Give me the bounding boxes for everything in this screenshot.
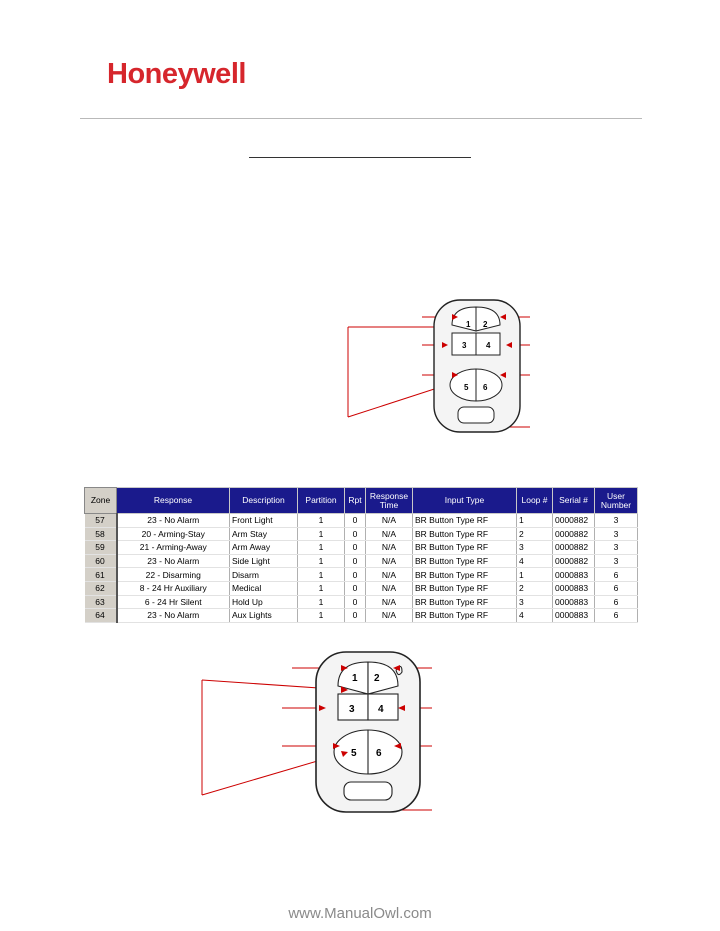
- cell-response-time: N/A: [366, 595, 413, 609]
- cell-serial: 0000882: [553, 541, 595, 555]
- cell-response: 6 - 24 Hr Silent: [117, 595, 230, 609]
- cell-partition: 1: [298, 581, 345, 595]
- cell-response: 23 - No Alarm: [117, 609, 230, 623]
- fob-bottom-label-3: 3: [349, 704, 355, 715]
- cell-partition: 1: [298, 527, 345, 541]
- cell-rpt: 0: [345, 568, 366, 582]
- cell-response-time: N/A: [366, 541, 413, 555]
- fob-bottom-label-2: 2: [374, 673, 380, 684]
- cell-rpt: 0: [345, 527, 366, 541]
- table-row: [85, 527, 638, 541]
- cell-user-number: 3: [595, 554, 638, 568]
- table-row: [85, 609, 638, 623]
- cell-loop: 1: [517, 568, 553, 582]
- cell-response-time: N/A: [366, 581, 413, 595]
- cell-loop: 1: [517, 514, 553, 528]
- cell-loop: 2: [517, 527, 553, 541]
- cell-zone: 59: [85, 541, 117, 555]
- fob-top-label-4: 4: [486, 341, 491, 350]
- fob-bottom-label-1: 1: [352, 673, 358, 684]
- cell-partition: 1: [298, 541, 345, 555]
- col-header-input-type: Input Type: [413, 488, 517, 514]
- fob-bottom-label-5: 5: [351, 748, 357, 759]
- table-row: [85, 541, 638, 555]
- cell-partition: 1: [298, 595, 345, 609]
- cell-rpt: 0: [345, 595, 366, 609]
- cell-response-time: N/A: [366, 568, 413, 582]
- cell-loop: 4: [517, 554, 553, 568]
- fob-top-label-5: 5: [464, 383, 469, 392]
- cell-input-type: BR Button Type RF: [413, 595, 517, 609]
- cell-user-number: 6: [595, 581, 638, 595]
- cell-input-type: BR Button Type RF: [413, 554, 517, 568]
- fob-top-label-2: 2: [483, 320, 488, 329]
- keyfob-diagram-bottom: [198, 650, 438, 820]
- cell-response: 23 - No Alarm: [117, 554, 230, 568]
- cell-serial: 0000883: [553, 609, 595, 623]
- header-rule: [80, 118, 642, 119]
- col-header-loop: Loop #: [517, 488, 553, 514]
- cell-serial: 0000882: [553, 527, 595, 541]
- cell-response-time: N/A: [366, 527, 413, 541]
- cell-response: 20 - Arming-Stay: [117, 527, 230, 541]
- cell-zone: 62: [85, 581, 117, 595]
- table-row: [85, 568, 638, 582]
- fob-top-label-3: 3: [462, 341, 467, 350]
- col-header-response: Response: [117, 488, 230, 514]
- col-header-partition: Partition: [298, 488, 345, 514]
- cell-input-type: BR Button Type RF: [413, 527, 517, 541]
- cell-rpt: 0: [345, 514, 366, 528]
- cell-input-type: BR Button Type RF: [413, 581, 517, 595]
- cell-response: 22 - Disarming: [117, 568, 230, 582]
- cell-zone: 58: [85, 527, 117, 541]
- cell-input-type: BR Button Type RF: [413, 609, 517, 623]
- cell-zone: 57: [85, 514, 117, 528]
- cell-rpt: 0: [345, 609, 366, 623]
- col-header-rpt: Rpt: [345, 488, 366, 514]
- table-header-row: [85, 488, 638, 514]
- zone-table: [84, 487, 638, 623]
- cell-input-type: BR Button Type RF: [413, 568, 517, 582]
- cell-user-number: 3: [595, 514, 638, 528]
- col-header-description: Description: [230, 488, 298, 514]
- cell-response-time: N/A: [366, 514, 413, 528]
- cell-description: Arm Stay: [230, 527, 298, 541]
- cell-partition: 1: [298, 554, 345, 568]
- cell-user-number: 3: [595, 541, 638, 555]
- cell-description: Aux Lights: [230, 609, 298, 623]
- cell-partition: 1: [298, 514, 345, 528]
- cell-description: Arm Away: [230, 541, 298, 555]
- cell-serial: 0000883: [553, 581, 595, 595]
- cell-zone: 60: [85, 554, 117, 568]
- cell-loop: 4: [517, 609, 553, 623]
- fob-top-label-6: 6: [483, 383, 488, 392]
- col-header-response-time: Response Time: [366, 488, 413, 514]
- cell-user-number: 3: [595, 527, 638, 541]
- cell-response: 23 - No Alarm: [117, 514, 230, 528]
- cell-user-number: 6: [595, 568, 638, 582]
- cell-response-time: N/A: [366, 554, 413, 568]
- cell-input-type: BR Button Type RF: [413, 514, 517, 528]
- cell-rpt: 0: [345, 554, 366, 568]
- cell-zone: 64: [85, 609, 117, 623]
- cell-partition: 1: [298, 568, 345, 582]
- keyfob-diagram-top: [340, 295, 540, 435]
- cell-serial: 0000883: [553, 595, 595, 609]
- fob-bottom-label-4: 4: [378, 704, 384, 715]
- cell-partition: 1: [298, 609, 345, 623]
- cell-rpt: 0: [345, 581, 366, 595]
- table-row: [85, 514, 638, 528]
- cell-input-type: BR Button Type RF: [413, 541, 517, 555]
- cell-rpt: 0: [345, 541, 366, 555]
- fob-bottom-label-6: 6: [376, 748, 382, 759]
- cell-user-number: 6: [595, 595, 638, 609]
- table-row: [85, 595, 638, 609]
- cell-zone: 61: [85, 568, 117, 582]
- table-row: [85, 554, 638, 568]
- cell-description: Hold Up: [230, 595, 298, 609]
- cell-description: Medical: [230, 581, 298, 595]
- watermark: www.ManualOwl.com: [288, 905, 432, 922]
- title-underline: [249, 157, 471, 158]
- cell-serial: 0000882: [553, 554, 595, 568]
- cell-loop: 3: [517, 595, 553, 609]
- cell-serial: 0000883: [553, 568, 595, 582]
- cell-response-time: N/A: [366, 609, 413, 623]
- cell-zone: 63: [85, 595, 117, 609]
- cell-loop: 2: [517, 581, 553, 595]
- zone-table-container: [84, 487, 637, 628]
- col-header-serial: Serial #: [553, 488, 595, 514]
- table-row: [85, 581, 638, 595]
- cell-description: Side Light: [230, 554, 298, 568]
- cell-description: Disarm: [230, 568, 298, 582]
- cell-user-number: 6: [595, 609, 638, 623]
- fob-top-label-1: 1: [466, 320, 471, 329]
- cell-loop: 3: [517, 541, 553, 555]
- col-header-user-number: User Number: [595, 488, 638, 514]
- cell-description: Front Light: [230, 514, 298, 528]
- cell-response: 8 - 24 Hr Auxiliary: [117, 581, 230, 595]
- cell-serial: 0000882: [553, 514, 595, 528]
- honeywell-logo: Honeywell: [107, 58, 246, 90]
- cell-response: 21 - Arming-Away: [117, 541, 230, 555]
- col-header-zone: Zone: [85, 488, 117, 514]
